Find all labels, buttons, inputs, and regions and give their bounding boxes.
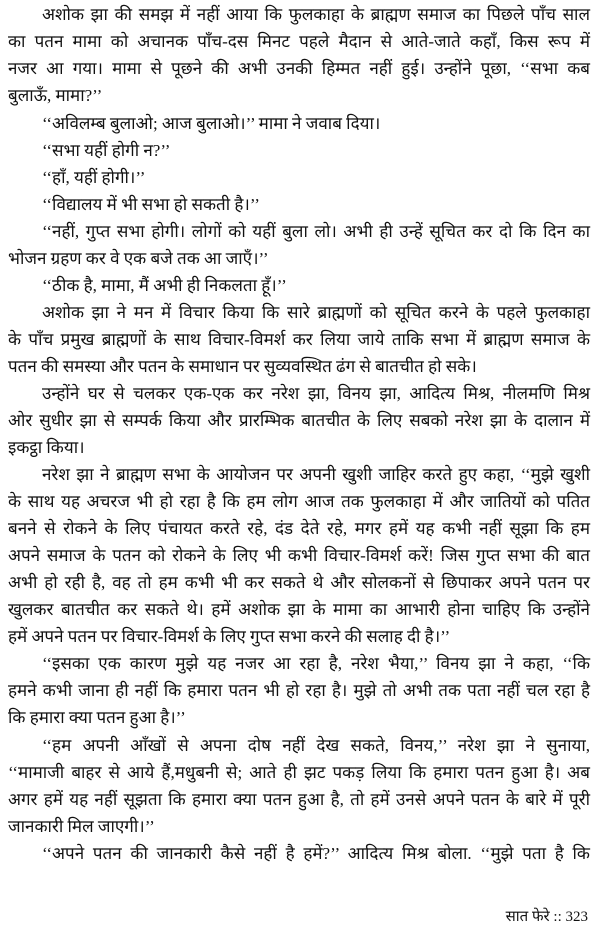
text-line: इकट्ठा किया।: [8, 438, 85, 457]
text-line: ‘‘नहीं, गुप्त सभा होगी। लोगों को यहीं बुला लो। अभी ही उन्हें सूचित कर दो कि दिन का: [42, 222, 590, 241]
text-line: भोजन ग्रहण कर वे एक बजे तक आ जाएँ।’’: [8, 249, 269, 268]
text-line: पतन की समस्या और पतन के समाधान पर सुव्यवस्थित ढंग से बातचीत हो सके।: [8, 357, 477, 376]
text-line: ‘‘विद्यालय में भी सभा हो सकती है।’’: [42, 195, 260, 214]
text-line: ‘‘मामाजी बाहर से आये हैं,मधुबनी से; आते ही झट पकड़ लिया कि हमारा पतन हुआ है। अब: [8, 763, 590, 782]
footer-separator: ::: [553, 909, 562, 925]
page-number: 323: [565, 909, 588, 925]
text-line: ओर सुधीर झा से सम्पर्क किया और प्रारम्भिक बातचीत के लिए सबको नरेश झा के दालान में: [8, 411, 590, 430]
text-line: हमने कभी जाना ही नहीं कि हमारा पतन भी हो रहा है। मुझे तो अभी तक पता नहीं चल रहा है: [8, 681, 590, 700]
text-line: उन्होंने घर से चलकर एक-एक कर नरेश झा, विनय झा, आदित्य मिश्र, नीलमणि मिश्र: [42, 384, 590, 403]
text-line: खुलकर बातचीत कर सकते थे। हमें अशोक झा के मामा का आभारी होना चाहिए कि उन्होंने: [8, 600, 590, 619]
text-line: अगर हमें यह नहीं सूझता कि हमारा क्या पतन हुआ है, तो हमें उनसे अपने पतन के बारे में पूरी: [8, 790, 590, 809]
text-line: बुलाऊँ, मामा?’’: [8, 86, 103, 105]
text-line: के पाँच प्रमुख ब्राह्मणों के साथ विचार-विमर्श कर लिया जाये ताकि सभा में ब्राह्मण समाज के: [8, 330, 590, 349]
text-line: हमें अपने पतन पर विचार-विमर्श के लिए गुप्त सभा करने की सलाह दी है।’’: [8, 627, 451, 646]
text-line: कि हमारा क्या पतन हुआ है।’’: [8, 708, 186, 727]
text-line: अभी हो रही है, वह तो हम कभी भी कर सकते थे और सोलकनों से छिपाकर अपने पतन पर: [8, 573, 590, 592]
text-line: अशोक झा की समझ में नहीं आया कि फुलकाहा के ब्राह्मण समाज का पिछले पाँच साल: [42, 5, 590, 24]
text-line: के साथ यह अचरज भी हो रहा है कि हम लोग आज तक फुलकाहा में और जातियों को पतित: [8, 492, 590, 511]
text-line: अपने समाज के पतन को रोकने के लिए भी कभी विचार-विमर्श करें! जिस गुप्त सभा की बात: [8, 546, 590, 565]
text-line: ‘‘सभा यहीं होगी न?’’: [42, 141, 171, 160]
text-line: का पतन मामा को अचानक पाँच-दस मिनट पहले मैदान से आते-जाते कहाँ, किस रूप में: [8, 32, 590, 51]
text-line: जानकारी मिल जाएगी।’’: [8, 817, 155, 836]
page-footer: [506, 906, 588, 926]
text-line: ‘‘अविलम्ब बुलाओ; आज बुलाओ।’’ मामा ने जवाब दिया।: [42, 114, 381, 133]
text-line: ‘‘ठीक है, मामा, मैं अभी ही निकलता हूँ।’’: [42, 276, 287, 295]
text-line: नजर आ गया। मामा से पूछने की अभी उनकी हिम्मत नहीं हुई। उन्होंने पूछा, ‘‘सभा कब: [8, 59, 590, 78]
running-title: सात फेरे: [505, 909, 550, 925]
text-line: ‘‘हाँ, यहीं होगी।’’: [42, 168, 146, 187]
text-line: ‘‘इसका एक कारण मुझे यह नजर आ रहा है, नरेश भैया,’’ विनय झा ने कहा, ‘‘कि: [42, 654, 590, 673]
text-line: नरेश झा ने ब्राह्मण सभा के आयोजन पर अपनी खुशी जाहिर करते हुए कहा, ‘‘मुझे खुशी: [42, 465, 590, 484]
text-line: ‘‘हम अपनी आँखों से अपना दोष नहीं देख सकते, विनय,’’ नरेश झा ने सुनाया,: [42, 736, 590, 755]
text-line: ‘‘अपने पतन की जानकारी कैसे नहीं है हमें?’’ आदित्य मिश्र बोला. ‘‘मुझे पता है कि: [42, 844, 590, 863]
text-line: बनने से रोकने के लिए पंचायत करते रहे, दंड देते रहे, मगर हमें यह कभी नहीं सूझा कि हम: [8, 519, 590, 538]
text-line: अशोक झा ने मन में विचार किया कि सारे ब्राह्मणों को सूचित करने के पहले फुलकाहा: [42, 303, 590, 322]
